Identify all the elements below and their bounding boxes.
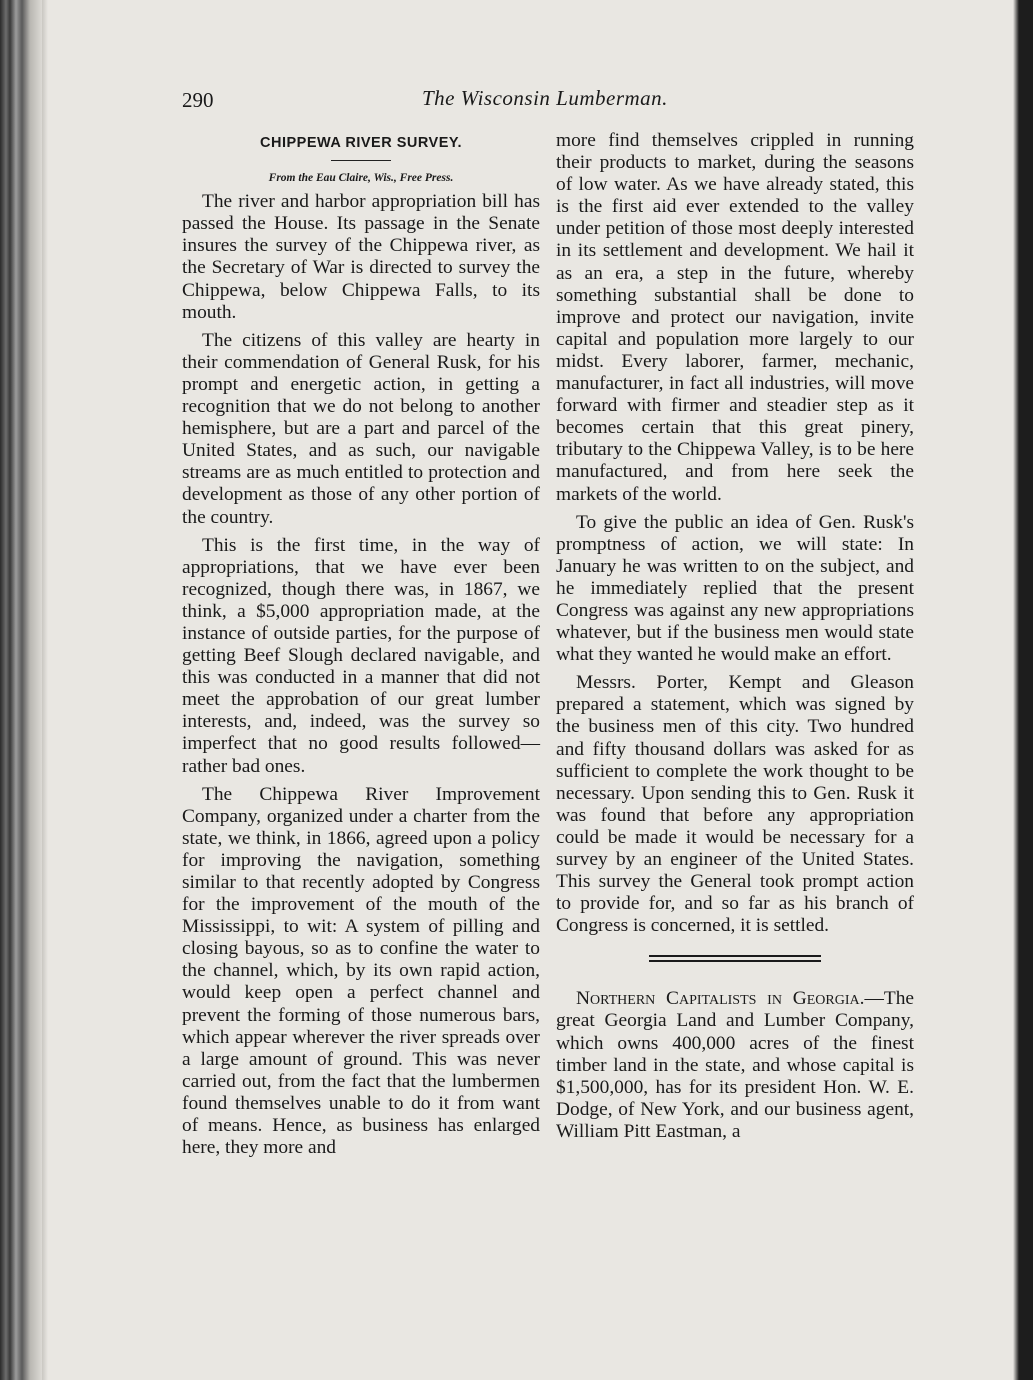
page-number: 290 <box>182 88 214 112</box>
paragraph: The river and harbor appropriation bill has passed the House. Its passage in the Senate insures the survey of the Chippewa river, as the Secretary of War is directed to survey the Chippewa, below Chippewa Falls, to its mouth. <box>182 191 540 323</box>
article-headline: CHIPPEWA RIVER SURVEY. <box>260 135 462 151</box>
paragraph: To give the public an idea of Gen. Rusk's promptness of action, we will state: In January he was written to on the subject, and he immediately replied that the present Congress was against any new appropriations whatever, but if the business men would state what they wanted he would make an effort. <box>556 511 914 666</box>
article2-title: Northern Capitalists in Georgia. <box>576 988 865 1010</box>
article-source: From the Eau Claire, Wis., Free Press. <box>268 172 454 185</box>
paragraph: The Chippewa River Improvement Company, organized under a charter from the state, we think, in 1866, agreed upon a policy for improving the navigation, something similar to that recently adopted by Congress for the improvement of the mouth of the Mississippi, to wit: A system of pilling and closing bayous, so as to confine the water to the channel, which, by its own rapid action, would keep open a perfect channel and prevent the forming of those numerous bars, which appear wherever the river spreads over a large amount of ground. This was never carried out, from the fact that the lumbermen found themselves unable to do it from want of means. Hence, as business has enlarged here, they more and <box>182 783 540 1159</box>
scan-right-border <box>1013 0 1033 1380</box>
book-spine-shadow <box>0 0 42 1380</box>
right-column <box>556 130 914 1149</box>
page-gutter <box>42 0 48 1380</box>
article2-body: —The great Georgia Land and Lumber Company, which owns 400,000 acres of the finest timber land in the state, and whose capital is $1,500,000, has for its president Hon. W. E. Dodge, of New York, and our business agent, William Pitt Eastman, a <box>556 988 914 1142</box>
paragraph-continuation: more find themselves crippled in running their products to market, during the seasons of low water. As we have already stated, this is the first aid ever extended to the valley under petition of those most deeply interested in its settlement and development. We hail it as an era, a step in the future, whereby something substantial shall be done to improve and protect our navigation, invite capital and population more largely to our midst. Every laborer, farmer, mechanic, manufacturer, in fact all industries, will move forward with firmer and steadier step as it becomes certain that this great pinery, tributary to the Chippewa Valley, is to be here manufactured, and from here seek the markets of the world. <box>556 130 914 505</box>
section-divider <box>649 955 821 962</box>
article2-paragraph <box>556 988 914 1143</box>
left-column <box>182 130 540 1165</box>
running-title: The Wisconsin Lumberman. <box>422 86 668 110</box>
paragraph: The citizens of this valley are hearty in their commendation of General Rusk, for his prompt and energetic action, in getting a recognition that we do not belong to another hemisphere, but are a part and parcel of the United States, and as such, our navigable streams are as much entitled to protection and development as those of any other portion of the country. <box>182 329 540 528</box>
paragraph: This is the first time, in the way of appropriations, that we have ever been recognized, though there was, in 1867, we think, a $5,000 appropriation made, at the instance of outside parties, for the purpose of getting Beef Slough declared navigable, and this was conducted in a manner that did not meet the approbation of our great lumber interests, and, indeed, was the survey so imperfect that no good results followed—rather bad ones. <box>182 534 540 777</box>
paragraph: Messrs. Porter, Kempt and Gleason prepared a statement, which was signed by the business men of this city. Two hundred and fifty thousand dollars was asked for as sufficient to complete the work thought to be necessary. Upon sending this to Gen. Rusk it was found that before any appropriation could be made it would be necessary for a survey by an engineer of the United States. This survey the General took prompt action to provide for, and so far as his branch of Congress is concerned, it is settled. <box>556 672 914 937</box>
headline-rule <box>331 160 391 161</box>
